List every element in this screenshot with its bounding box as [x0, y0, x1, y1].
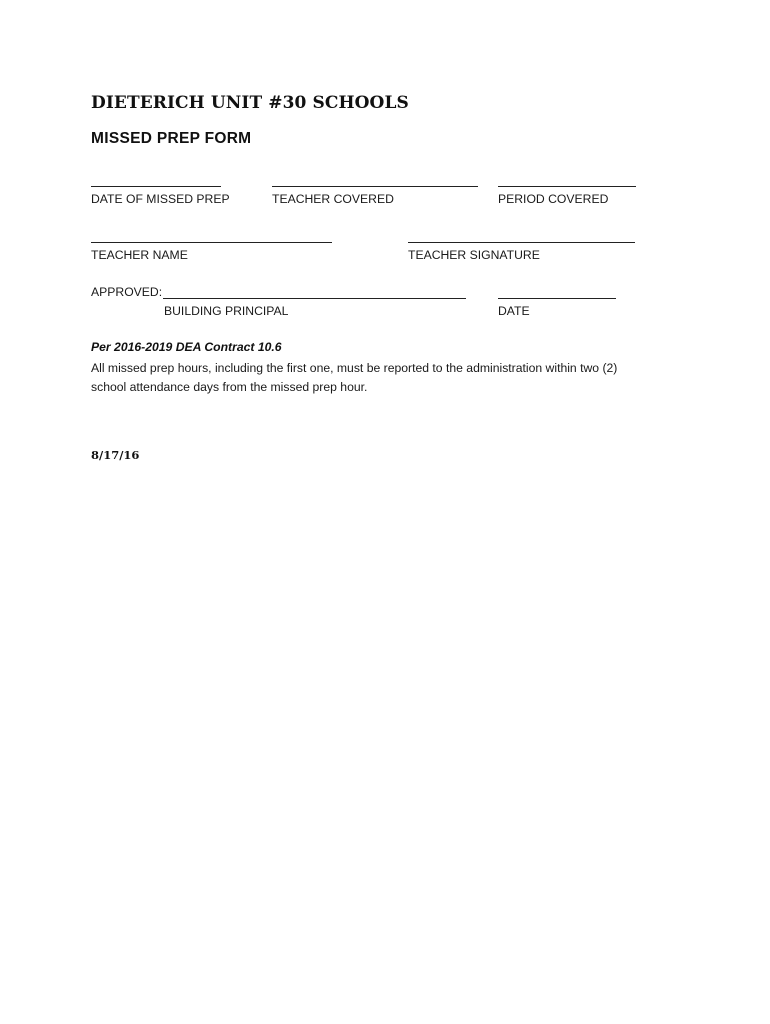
teacher-covered-field[interactable] [272, 186, 478, 187]
teacher-signature-label: TEACHER SIGNATURE [408, 248, 540, 262]
revision-date: 8/17/16 [91, 448, 140, 462]
policy-text-line: school attendance days from the missed prep hour. [91, 380, 368, 394]
approval-date-label: DATE [498, 304, 530, 318]
approval-date-field[interactable] [498, 298, 616, 299]
date-of-missed-prep-label: DATE OF MISSED PREP [91, 192, 230, 206]
building-principal-field[interactable] [163, 298, 466, 299]
contract-reference: Per 2016-2019 DEA Contract 10.6 [91, 340, 282, 354]
teacher-signature-field[interactable] [408, 242, 635, 243]
policy-text-line: All missed prep hours, including the first one, must be reported to the administration within two (2) [91, 361, 618, 375]
approved-label: APPROVED: [91, 285, 163, 299]
building-principal-label: BUILDING PRINCIPAL [164, 304, 289, 318]
teacher-name-label: TEACHER NAME [91, 248, 188, 262]
school-title: DIETERICH UNIT #30 SCHOOLS [91, 93, 409, 113]
period-covered-field[interactable] [498, 186, 636, 187]
policy-text [91, 359, 671, 397]
form-title: MISSED PREP FORM [91, 130, 252, 147]
teacher-covered-label: TEACHER COVERED [272, 192, 394, 206]
teacher-name-field[interactable] [91, 242, 332, 243]
date-of-missed-prep-field[interactable] [91, 186, 221, 187]
period-covered-label: PERIOD COVERED [498, 192, 609, 206]
